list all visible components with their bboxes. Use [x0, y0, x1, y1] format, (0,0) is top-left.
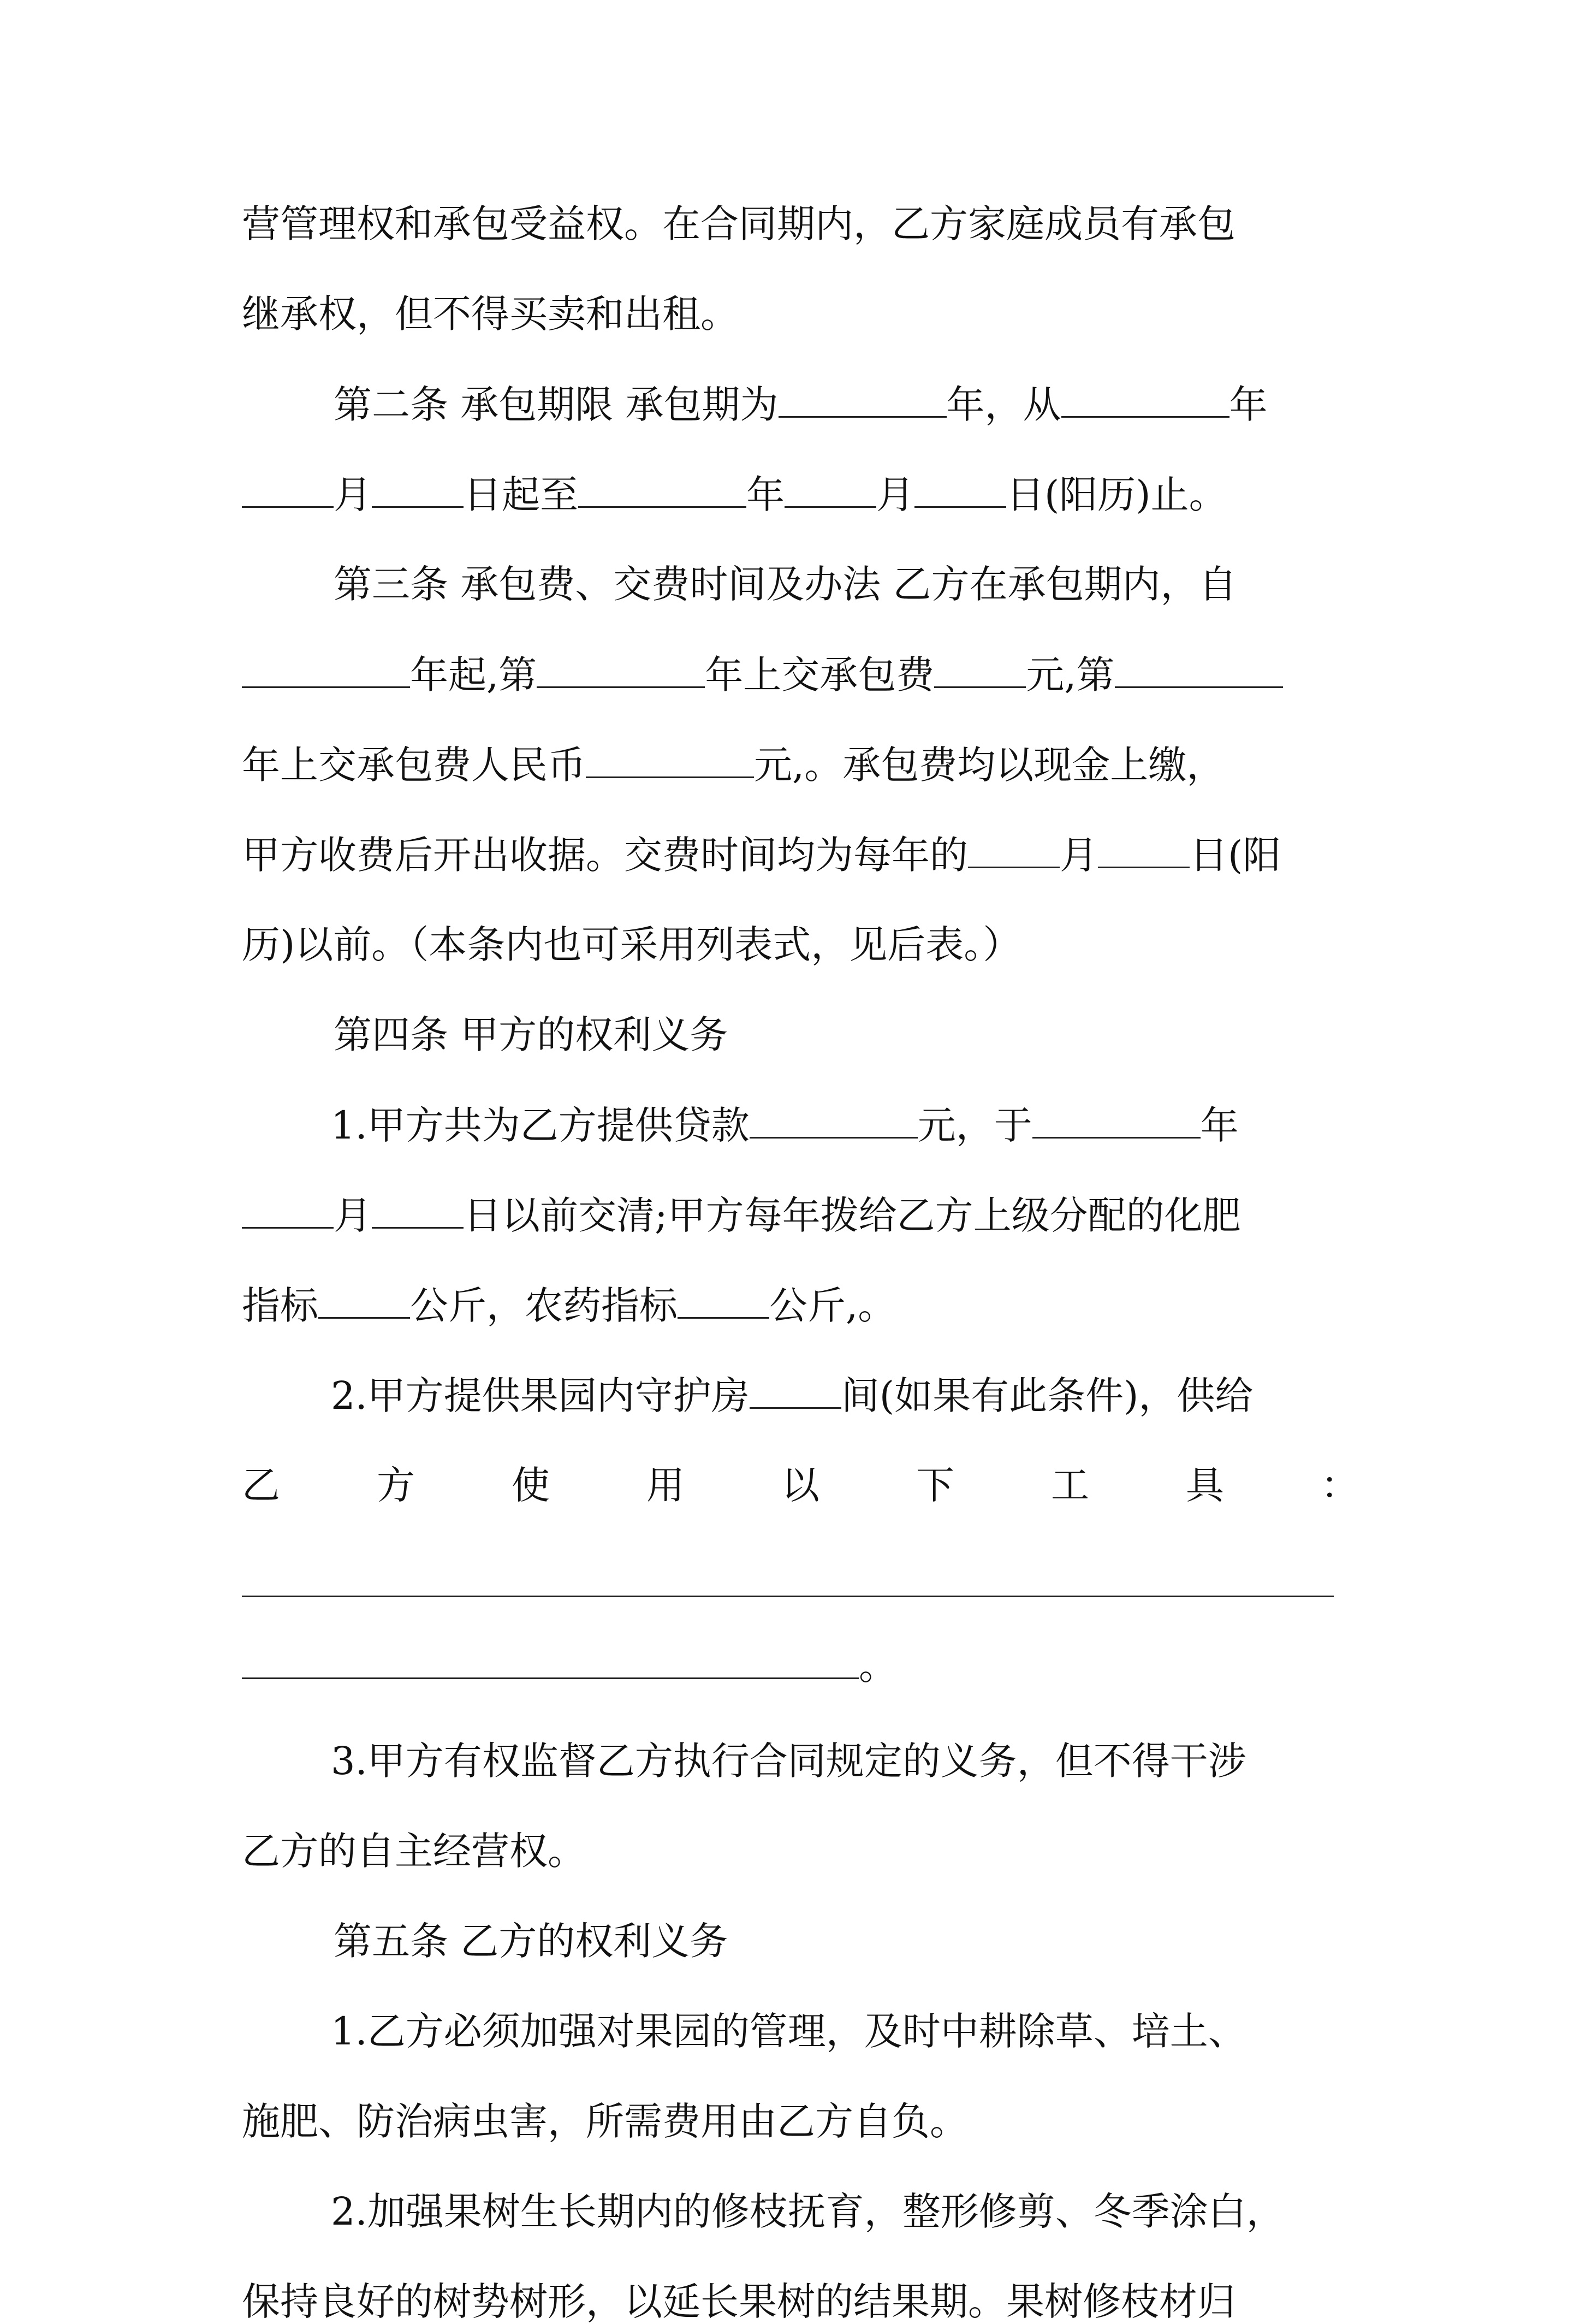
- fill-blank: [1115, 653, 1283, 688]
- fill-blank: [914, 472, 1006, 508]
- clause-line: 3.甲方有权监督乙方执行合同规定的义务，但不得干涉: [331, 1739, 1246, 1783]
- fill-blank: [1098, 833, 1190, 868]
- fill-blank: [242, 1594, 1334, 1597]
- fill-blank: [372, 472, 464, 508]
- paragraph-line: 保持良好的树势树形，以延长果树的结果期。果树修枝材归: [242, 2279, 1236, 2324]
- paragraph-line: 营管理权和承包受益权。在合同期内，乙方家庭成员有承包: [242, 201, 1236, 246]
- fill-blank: [1061, 382, 1229, 418]
- spaced-line: 乙 方 使 用 以 下 工 具 ：: [242, 1463, 1359, 1508]
- article-3-line: 第三条 承包费、交费时间及办法 乙方在承包期内，自: [334, 562, 1237, 607]
- fill-blank: [750, 1373, 841, 1409]
- fill-blank: [586, 743, 754, 778]
- fill-blank: [934, 653, 1026, 688]
- fill-blank: [242, 1644, 859, 1679]
- fill-blank: [242, 653, 410, 688]
- clause-line: 2.加强果树生长期内的修枝抚育，整形修剪、冬季涂白，: [331, 2189, 1285, 2234]
- paragraph-line: 施肥、防治病虫害，所需费用由乙方自负。: [242, 2099, 968, 2144]
- fill-blank: [242, 472, 334, 508]
- fill-blank: [750, 1103, 918, 1139]
- clause-line: 2.甲方提供果园内守护房 间(如果有此条件)，供给: [331, 1373, 1254, 1418]
- paragraph-line: 指标 公斤，农药指标 公斤,。: [242, 1283, 896, 1328]
- fill-blank: [779, 382, 947, 418]
- paragraph-line: 甲方收费后开出收据。交费时间均为每年的 月 日(阳: [242, 833, 1281, 878]
- fill-blank: [1032, 1103, 1201, 1139]
- paragraph-line: 。: [242, 1644, 1359, 1687]
- article-5-heading: 第五条 乙方的权利义务: [334, 1919, 728, 1964]
- paragraph-line: 月 日以前交清;甲方每年拨给乙方上级分配的化肥: [242, 1193, 1359, 1237]
- clause-line: 1.甲方共为乙方提供贷款 元，于 年: [331, 1103, 1239, 1148]
- fill-blank: [785, 472, 876, 508]
- clause-line: 1.乙方必须加强对果园的管理，及时中耕除草、培土、: [331, 2009, 1246, 2054]
- fill-blank: [968, 833, 1060, 868]
- fill-blank: [318, 1283, 410, 1319]
- fill-blank: [578, 472, 746, 508]
- fill-blank: [537, 653, 705, 688]
- fill-blank: [372, 1193, 464, 1229]
- fill-blank: [242, 1193, 334, 1229]
- paragraph-line: 年起,第 年上交承包费 元,第: [242, 653, 1359, 696]
- paragraph-line: 乙方的自主经营权。: [242, 1829, 586, 1874]
- fill-rule-row: [242, 1554, 1359, 1597]
- paragraph-line: 月 日起至 年 月 日(阳历)止。: [242, 472, 1359, 516]
- paragraph-line: 历)以前。（本条内也可采用列表式，见后表。）: [242, 922, 1021, 967]
- paragraph-line: 继承权，但不得买卖和出租。: [242, 292, 739, 336]
- article-4-heading: 第四条 甲方的权利义务: [334, 1012, 728, 1057]
- article-2-line: 第二条 承包期限 承包期为 年，从 年: [334, 382, 1268, 427]
- paragraph-line: 年上交承包费人民币 元,。承包费均以现金上缴，: [242, 743, 1225, 787]
- fill-blank: [678, 1283, 769, 1319]
